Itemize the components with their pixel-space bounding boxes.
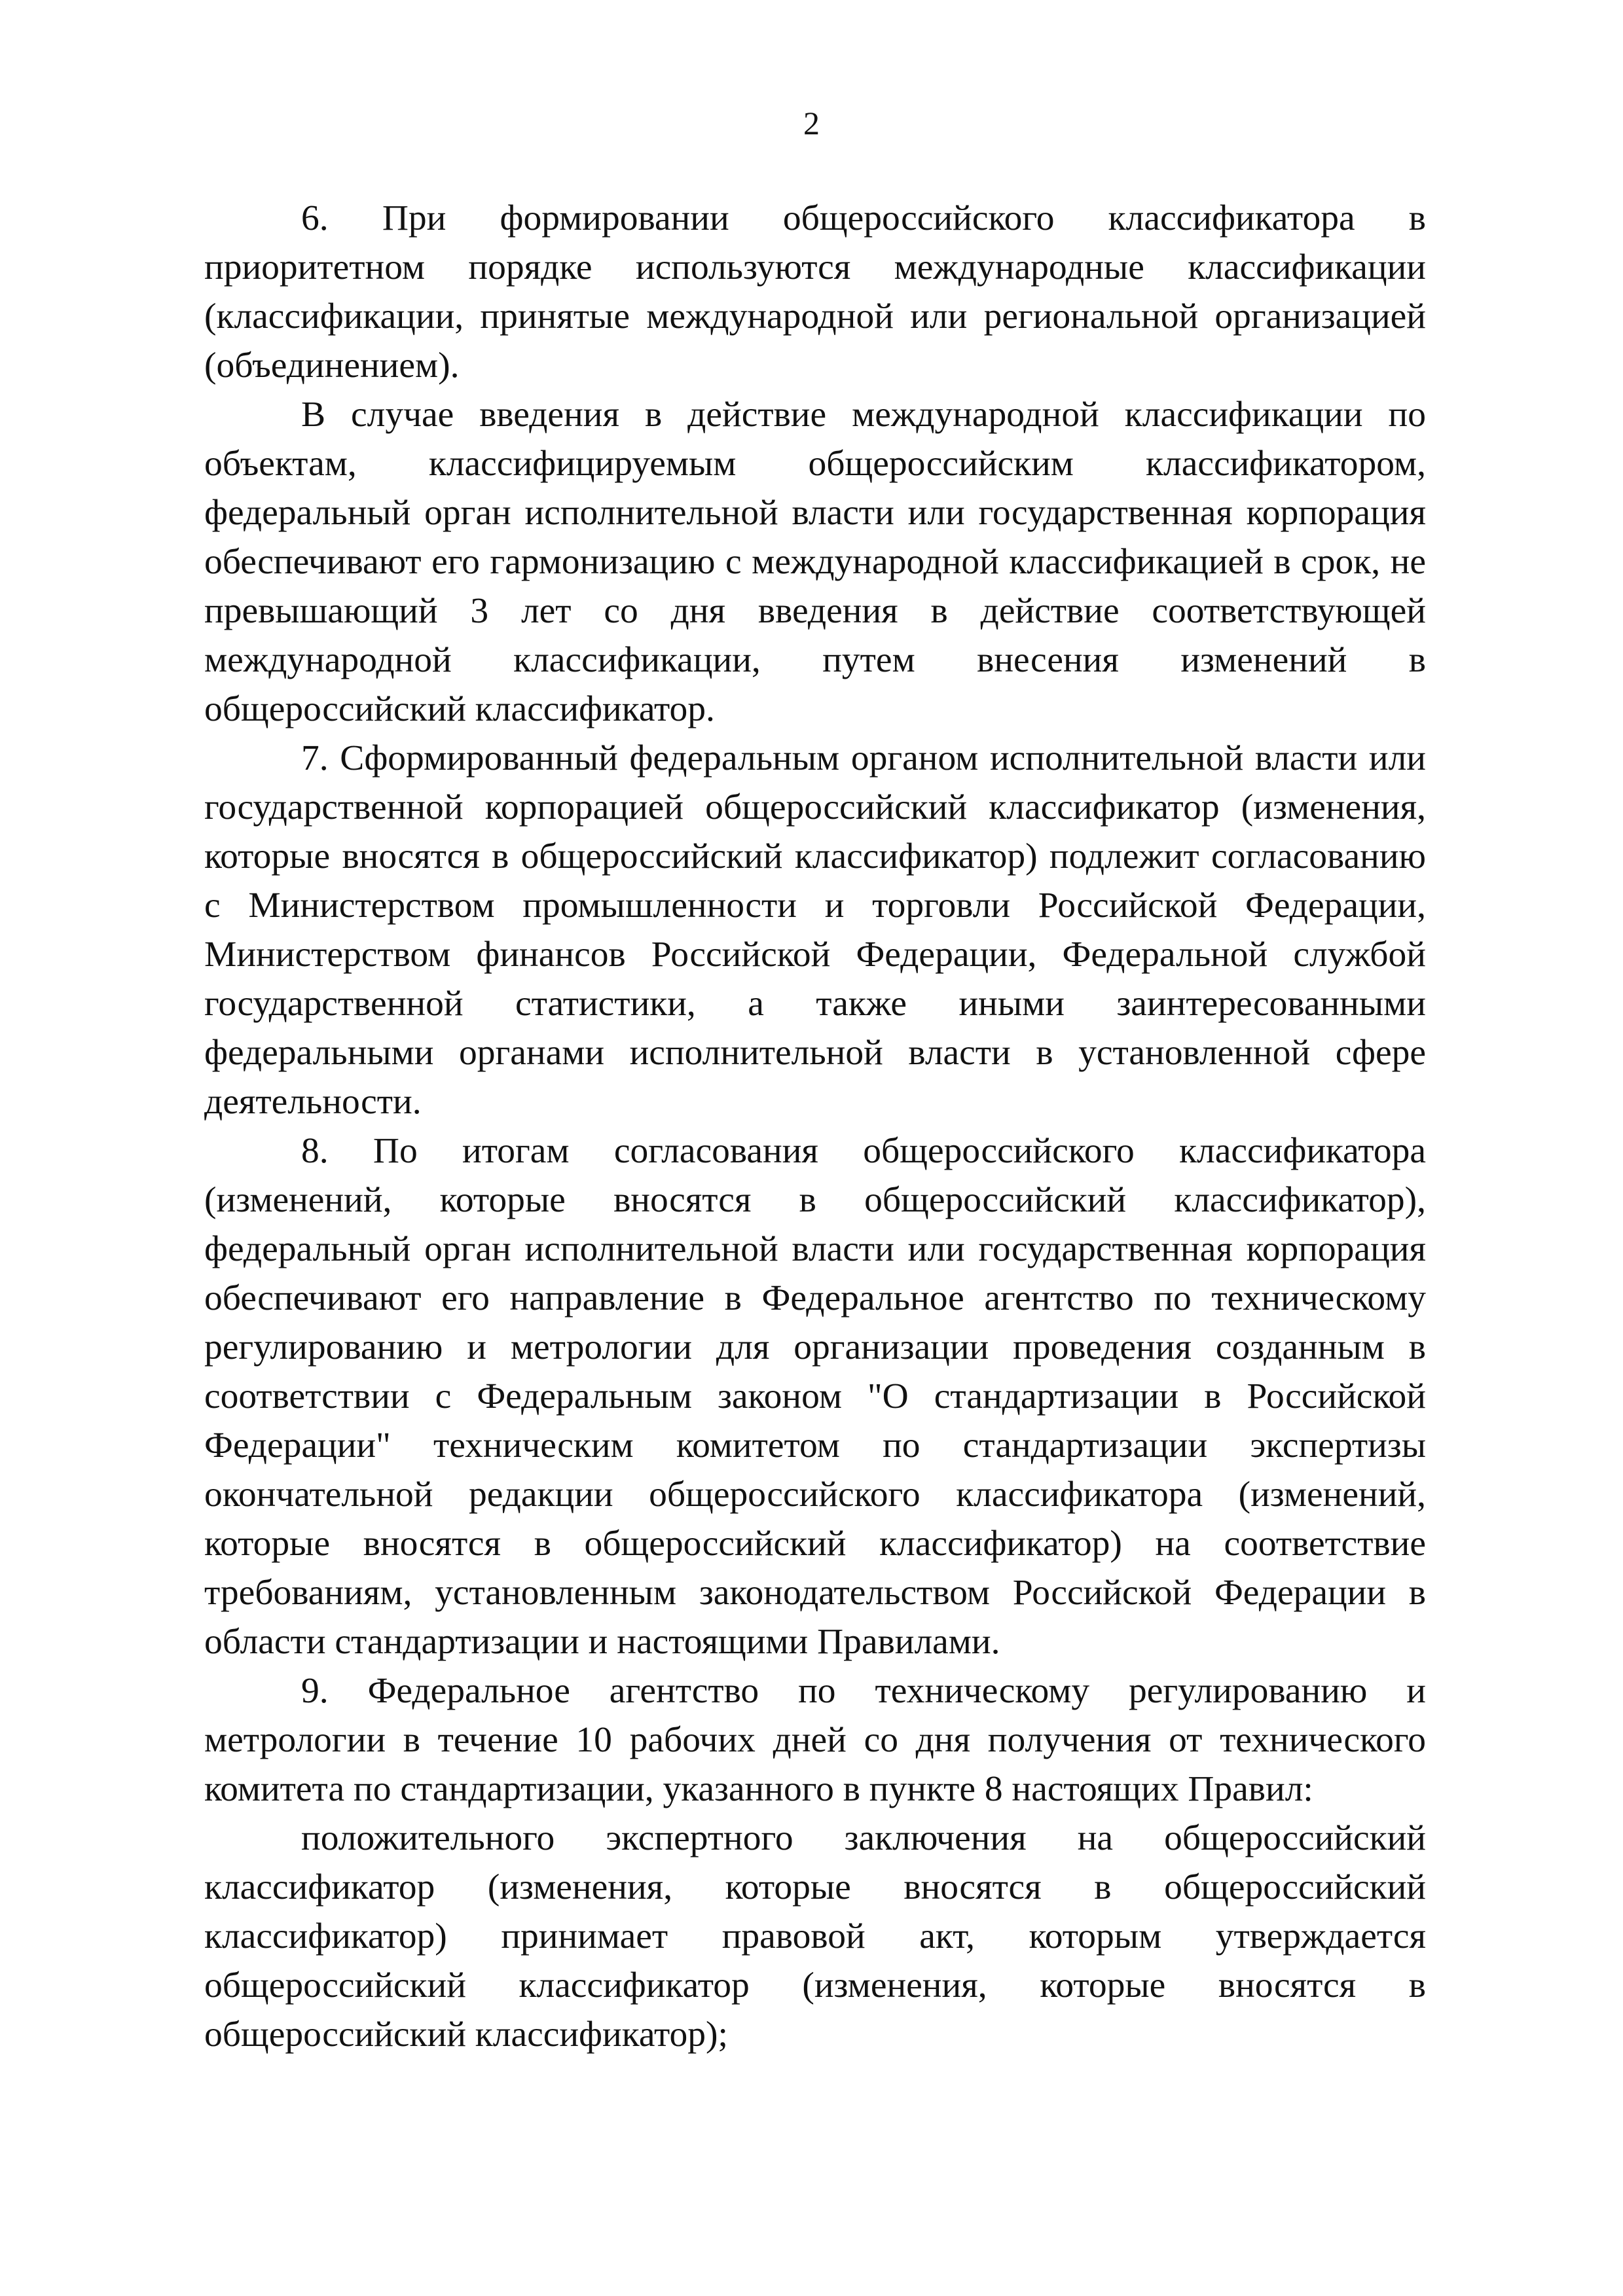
paragraph-6: 6. При формировании общероссийского классификатора в приоритетном порядке используются международные классификации (классификации, принятые международной или региональной организацией (объединением). (204, 198, 1426, 386)
paragraph-7: 7. Сформированный федеральным органом исполнительной власти или государственной корпорацией общероссийский классификатор (изменения, которые вносятся в общероссийский классификатор) подлежит согласованию с Министерством промышленности и торговли Российской Федерации, Министерством финансов Российской Федерации, Федеральной службой государственной статистики, а также иными заинтересованными федеральными органами исполнительной власти в установленной сфере деятельности. (204, 738, 1426, 1122)
document-body (204, 194, 1426, 2059)
page-number: 2 (803, 105, 820, 141)
paragraph-8: 8. По итогам согласования общероссийского классификатора (изменений, которые вносятся в общероссийский классификатор), федеральный орган исполнительной власти или государственная корпорация обеспечивают его направление в Федеральное агентство по техническому регулированию и метрологии для организации проведения созданным в соответствии с Федеральным законом "О стандартизации в Российской Федерации" техническим комитетом по стандартизации экспертизы окончательной редакции общероссийского классификатора (изменений, которые вносятся в общероссийский классификатор) на соответствие требованиям, установленным законодательством Российской Федерации в области стандартизации и настоящими Правилами. (204, 1131, 1426, 1662)
paragraph-9: 9. Федеральное агентство по техническому регулированию и метрологии в течение 10 рабочих дней со дня получения от технического комитета по стандартизации, указанного в пункте 8 настоящих Правил: (204, 1671, 1426, 1809)
paragraph-9-item-positive: положительного экспертного заключения на общероссийский классификатор (изменения, которые вносятся в общероссийский классификатор) принимает правовой акт, которым утверждается общероссийский классификатор (изменения, которые вносятся в общероссийский классификатор); (204, 1818, 1426, 2054)
paragraph-6-continued: В случае введения в действие международной классификации по объектам, классифицируемым общероссийским классификатором, федеральный орган исполнительной власти или государственная корпорация обеспечивают его гармонизацию с международной классификацией в срок, не превышающий 3 лет со дня введения в действие соответствующей международной классификации, путем внесения изменений в общероссийский классификатор. (204, 395, 1426, 729)
